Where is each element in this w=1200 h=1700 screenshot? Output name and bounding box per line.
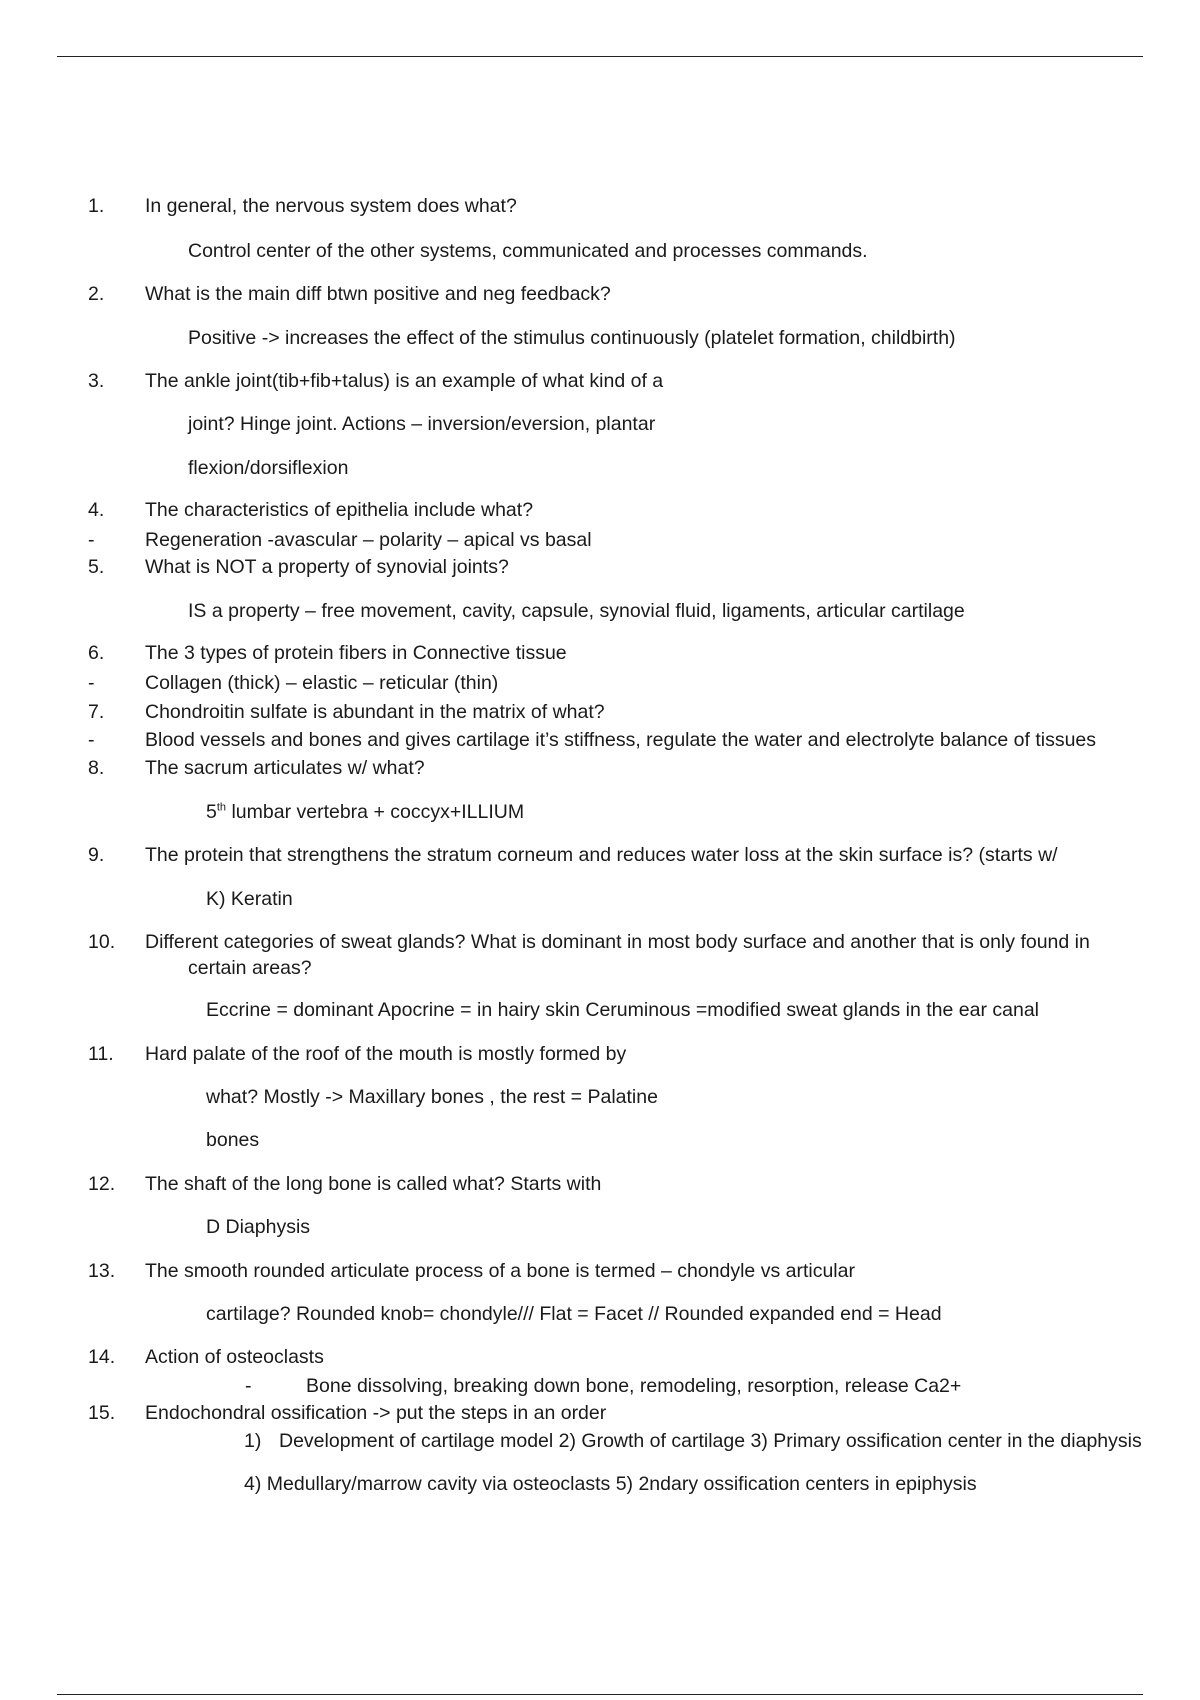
question-text: What is NOT a property of synovial joints? [145, 556, 509, 578]
answer-text: bones [206, 1129, 260, 1151]
item-number: 13. [88, 1260, 116, 1282]
question-text: Endochondral ossification -> put the steps in an order [145, 1402, 607, 1424]
bullet-text: Bone dissolving, breaking down bone, remodeling, resorption, release Ca2+ [306, 1375, 962, 1397]
answer-text: IS a property – free movement, cavity, capsule, synovial fluid, ligaments, articular cartilage [188, 600, 965, 622]
item-number: 5. [88, 556, 105, 578]
question-text: Chondroitin sulfate is abundant in the matrix of what? [145, 701, 605, 723]
answer-text: joint? Hinge joint. Actions – inversion/eversion, plantar [188, 413, 656, 435]
answer-text: K) Keratin [206, 888, 293, 910]
step-text: 4) Medullary/marrow cavity via osteoclasts 5) 2ndary ossification centers in epiphysis [244, 1473, 977, 1495]
item-number: 12. [88, 1173, 116, 1195]
question-text: The smooth rounded articulate process of a bone is termed – chondyle vs articular [145, 1260, 855, 1282]
answer-text: Eccrine = dominant Apocrine = in hairy skin Ceruminous =modified sweat glands in the ear canal [206, 999, 1039, 1021]
question-text: The sacrum articulates w/ what? [145, 757, 425, 779]
item-number: 10. [88, 931, 116, 953]
item-number: 9. [88, 844, 105, 866]
item-number: 7. [88, 701, 105, 723]
question-text: The protein that strengthens the stratum corneum and reduces water loss at the skin surface is? (starts w/ [145, 844, 1058, 866]
item-number: 6. [88, 642, 105, 664]
item-number: 1. [88, 195, 105, 217]
question-text: Action of osteoclasts [145, 1346, 324, 1368]
question-text: What is the main diff btwn positive and neg feedback? [145, 283, 611, 305]
answer-text: cartilage? Rounded knob= chondyle/// Flat = Facet // Rounded expanded end = Head [206, 1303, 942, 1325]
item-number: 11. [88, 1043, 114, 1065]
item-number: 2. [88, 283, 105, 305]
bullet-text: Collagen (thick) – elastic – reticular (thin) [145, 672, 499, 694]
bullet-dash: - [88, 729, 95, 751]
bullet-dash: - [88, 529, 95, 551]
answer-text: what? Mostly -> Maxillary bones , the rest = Palatine [206, 1086, 658, 1108]
answer-text: flexion/dorsiflexion [188, 457, 349, 479]
question-text: The characteristics of epithelia include what? [145, 499, 534, 521]
bullet-dash: - [245, 1375, 252, 1397]
question-continuation: certain areas? [188, 957, 312, 979]
item-number: 15. [88, 1402, 116, 1424]
step-text: Development of cartilage model 2) Growth of cartilage 3) Primary ossification center in the diaphysis [279, 1430, 1142, 1452]
item-number: 3. [88, 370, 105, 392]
answer-text: 5th lumbar vertebra + coccyx+ILLIUM [206, 801, 525, 823]
bullet-dash: - [88, 672, 95, 694]
header-rule [57, 56, 1143, 57]
answer-text: Positive -> increases the effect of the stimulus continuously (platelet formation, childbirth) [188, 327, 956, 349]
question-text: The shaft of the long bone is called what? Starts with [145, 1173, 602, 1195]
bullet-text: Regeneration -avascular – polarity – apical vs basal [145, 529, 592, 551]
question-text: The ankle joint(tib+fib+talus) is an example of what kind of a [145, 370, 664, 392]
bullet-text: Blood vessels and bones and gives cartilage it’s stiffness, regulate the water and electrolyte balance of tissues [145, 729, 1097, 751]
answer-text: Control center of the other systems, communicated and processes commands. [188, 240, 868, 262]
question-text: Hard palate of the roof of the mouth is mostly formed by [145, 1043, 627, 1065]
question-text: The 3 types of protein fibers in Connective tissue [145, 642, 567, 664]
item-number: 4. [88, 499, 105, 521]
item-number: 14. [88, 1346, 116, 1368]
question-text: Different categories of sweat glands? What is dominant in most body surface and another that is only found in [145, 931, 1090, 953]
item-number: 8. [88, 757, 105, 779]
question-text: In general, the nervous system does what? [145, 195, 517, 217]
answer-text: D Diaphysis [206, 1216, 311, 1238]
step-number: 1) [244, 1430, 262, 1452]
footer-rule [57, 1694, 1143, 1695]
